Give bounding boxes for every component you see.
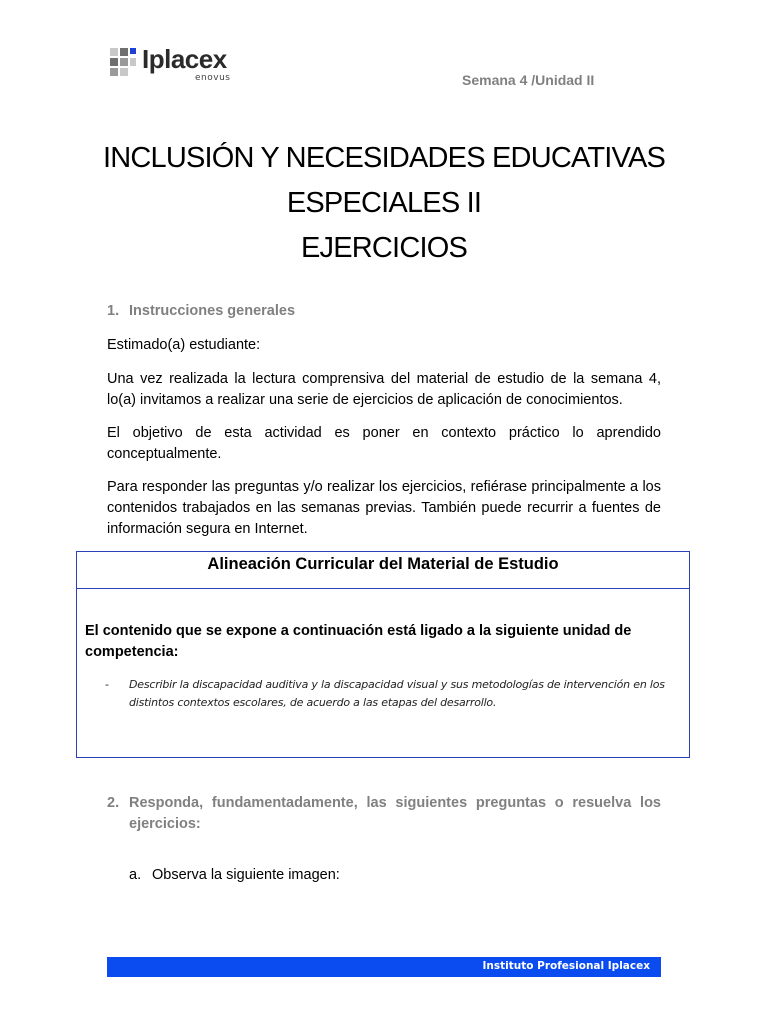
section-2-heading bbox=[107, 793, 661, 835]
document-title bbox=[84, 136, 684, 271]
section-1-number: 1. bbox=[107, 303, 120, 319]
logo-wordmark: Iplacex bbox=[142, 44, 227, 74]
sub-item-a-number: a. bbox=[129, 867, 142, 883]
title-line-3: EJERCICIOS bbox=[300, 232, 468, 264]
intro-paragraph: Una vez realizada la lectura comprensiva del material de estudio de la semana 4, lo(a) invitamos a realizar una serie de ejercicios de aplicación de conocimientos. bbox=[107, 371, 661, 408]
curricular-alignment-box bbox=[76, 551, 690, 758]
iplacex-logo bbox=[110, 46, 250, 86]
logo-subtext: enovus bbox=[195, 73, 231, 83]
section-1-heading bbox=[107, 303, 295, 319]
competency-text: Describir la discapacidad auditiva y la discapacidad visual y sus metodologías de intervención en los distintos contextos escolares, de acuerdo a las etapas del desarrollo. bbox=[129, 678, 665, 709]
box-lead-text: El contenido que se expone a continuación está ligado a la siguiente unidad de competencia: bbox=[85, 623, 632, 660]
sub-item-a-text: Observa la siguiente imagen: bbox=[152, 867, 340, 883]
footer-bar bbox=[107, 957, 661, 977]
box-heading: Alineación Curricular del Material de Estudio bbox=[77, 552, 689, 589]
sub-item-a bbox=[129, 867, 340, 883]
title-line-2: ESPECIALES II bbox=[286, 187, 482, 219]
section-2-number: 2. bbox=[107, 795, 120, 811]
instructions-paragraph: Para responder las preguntas y/o realizar los ejercicios, refiérase principalmente a los contenidos trabajados en las semanas previas. También puede recurrir a fuentes de información segura en Internet. bbox=[107, 479, 661, 537]
title-line-1: INCLUSIÓN Y NECESIDADES EDUCATIVAS bbox=[102, 142, 666, 174]
logo-grid-icon bbox=[110, 48, 138, 76]
section-1-title: Instrucciones generales bbox=[129, 303, 296, 319]
greeting-paragraph: Estimado(a) estudiante: bbox=[107, 337, 261, 353]
objective-paragraph: El objetivo de esta actividad es poner en contexto práctico lo aprendido conceptualmente. bbox=[107, 425, 661, 462]
footer-text: Instituto Profesional Iplacex bbox=[482, 960, 650, 972]
week-label: Semana 4 /Unidad II bbox=[462, 72, 595, 88]
section-2-title: Responda, fundamentadamente, las siguientes preguntas o resuelva los ejercicios: bbox=[129, 795, 661, 832]
competency-list-item bbox=[105, 676, 685, 712]
bullet-dash: - bbox=[105, 678, 109, 691]
